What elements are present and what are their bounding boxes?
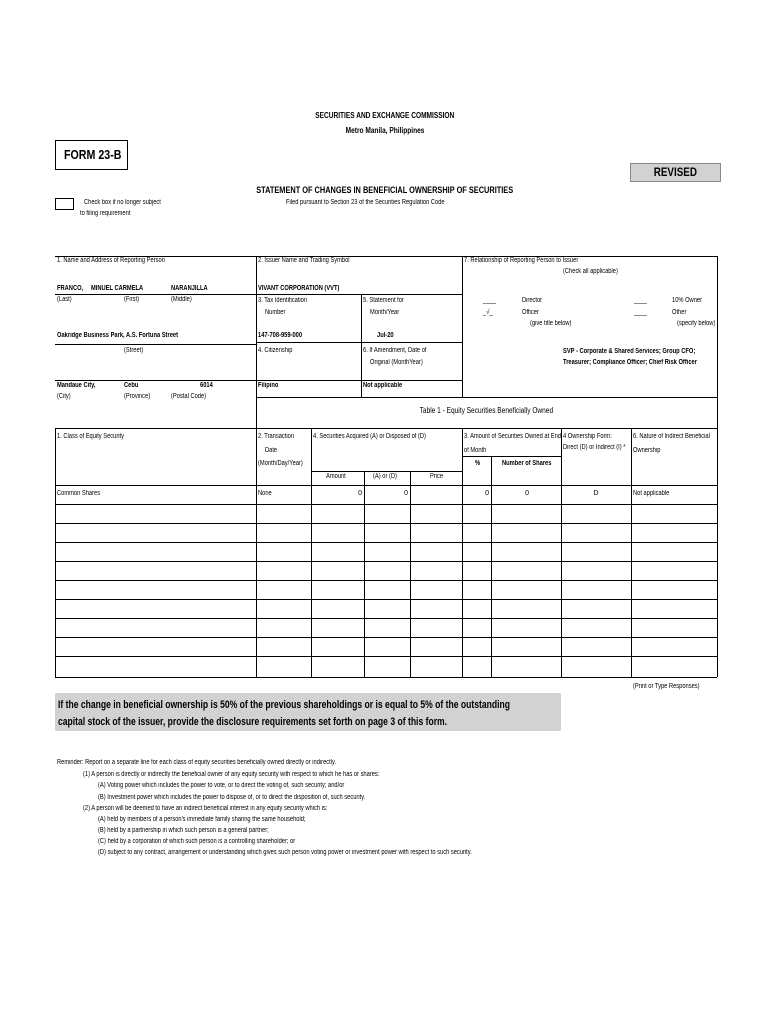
checkbox-label-line1: Check box if no longer subject <box>84 199 161 206</box>
row-date: None <box>258 490 272 497</box>
col-price-header: Price <box>430 473 444 480</box>
reminder-line: (D) subject to any contract, arrangement or understanding which gives such person voting power or investment power with respect to such security. <box>98 849 472 856</box>
officer-title-line1: SVP - Corporate & Shared Services; Group CFO; <box>563 348 696 355</box>
section3-label: 3. Tax Identification <box>258 297 308 304</box>
officer-checkbox[interactable]: _√_ <box>483 309 493 316</box>
reminder-line: (2) A person will be deemed to have an indirect beneficial interest in any equity security which is: <box>83 805 328 812</box>
notice-line1: If the change in beneficial ownership is 50% of the previous shareholdings or is equal to 5% of the outstanding <box>58 699 510 711</box>
middle-label: (Middle) <box>171 296 192 303</box>
other-checkbox[interactable]: ____ <box>634 309 647 316</box>
owner-label: 10% Owner <box>672 297 702 304</box>
director-label: Director <box>522 297 543 304</box>
statement-month: Jul-20 <box>377 332 394 339</box>
officer-note: (give title below) <box>530 320 572 327</box>
row-class: Common Shares <box>57 490 101 497</box>
section5-label-2: Month/Year <box>370 309 400 316</box>
citizenship: Filipino <box>258 382 279 389</box>
section3-label-2: Number <box>265 309 286 316</box>
check-all-applicable: (Check all applicable) <box>563 268 618 275</box>
province: Cebu <box>124 382 139 389</box>
col-date-header-2: Date <box>265 447 278 454</box>
amendment-date: Not applicable <box>363 382 403 389</box>
city: Mandaue City, <box>57 382 96 389</box>
col-class-header: 1. Class of Equity Security <box>57 433 124 440</box>
director-checkbox[interactable]: ____ <box>483 297 496 304</box>
other-label: Other <box>672 309 687 316</box>
col-form-header-2: Direct (D) or Indirect (I) * <box>563 444 626 451</box>
revised-badge: REVISED <box>630 163 721 182</box>
row-ad: 0 <box>404 490 408 497</box>
other-note: (specify below) <box>677 320 716 327</box>
section4-label: 4. Citizenship <box>258 347 293 354</box>
row-amount: 0 <box>358 490 362 497</box>
col-pct-header: % <box>475 460 481 467</box>
filed-pursuant: Filed pursuant to Section 23 of the Securities Regulation Code <box>286 199 445 206</box>
row-nature: Not applicable <box>633 490 670 497</box>
reminder-line: (B) held by a partnership in which such person is a general partner; <box>98 827 269 834</box>
col-date-header-3: (Month/Day/Year) <box>258 460 303 467</box>
col-amount-header: Amount <box>326 473 346 480</box>
middle-name: NARANJILLA <box>171 285 208 292</box>
section1-label: 1. Name and Address of Reporting Person <box>57 257 165 264</box>
table1-title: Table 1 - Equity Securities Beneficially Owned <box>419 406 554 415</box>
col-shares-header: Number of Shares <box>502 460 552 467</box>
street-label: (Street) <box>124 347 144 354</box>
col-nature-header-2: Ownership <box>633 447 661 454</box>
officer-label: Officer <box>522 309 539 316</box>
form-number: FORM 23-B <box>64 147 122 162</box>
owner-checkbox[interactable]: ____ <box>634 297 647 304</box>
tax-id: 147-708-959-000 <box>258 332 303 339</box>
reminder-line: (A) Voting power which includes the power to vote, or to direct the voting of, such security; and/or <box>98 782 345 789</box>
no-longer-subject-checkbox[interactable] <box>55 198 74 210</box>
agency-name: SECURITIES AND EXCHANGE COMMISSION <box>315 111 455 120</box>
col-owned-header: 3. Amount of Securities Owned at End <box>464 433 562 440</box>
row-pct: 0 <box>485 490 489 497</box>
reminder-line: (1) A person is directly or indirectly the beneficial owner of any equity security with respect to which he has or shares: <box>83 771 380 778</box>
row-shares: 0 <box>525 490 529 497</box>
col-owned-header-2: of Month <box>464 447 487 454</box>
disclosure-notice <box>55 693 561 731</box>
section6-label: 6. If Amendment, Date of <box>363 347 427 354</box>
col-acquired-header: 4. Securities Acquired (A) or Disposed of (D) <box>313 433 426 440</box>
street-address: Oakridge Business Park, A.S. Fortuna Street <box>57 332 179 339</box>
print-note: (Print or Type Responses) <box>633 683 700 690</box>
form-number-box <box>55 140 128 170</box>
last-label: (Last) <box>57 296 72 303</box>
issuer-name: VIVANT CORPORATION (VVT) <box>258 285 340 292</box>
reminder-line: (A) held by members of a person's immediate family sharing the same household; <box>98 816 306 823</box>
agency-location: Metro Manila, Philippines <box>345 126 425 135</box>
row-form: D <box>593 490 599 497</box>
last-name: FRANCO, <box>57 285 84 292</box>
col-form-header: 4 Ownership Form: <box>563 433 612 440</box>
section5-label: 5. Statement for <box>363 297 404 304</box>
col-nature-header: 6. Nature of Indirect Beneficial <box>633 433 710 440</box>
notice-line2: capital stock of the issuer, provide the disclosure requirements set forth on page 3 of this form. <box>58 716 448 728</box>
officer-title-line2: Treasurer; Compliance Officer; Chief Risk Officer <box>563 359 697 366</box>
postal-label: (Postal Code) <box>171 393 207 400</box>
col-date-header: 2. Transaction <box>258 433 295 440</box>
reminder-line: (B) Investment power which includes the power to dispose of, or to direct the disposition of, such security. <box>98 794 366 801</box>
reminder-line: (C) held by a corporation of which such person is a controlling shareholder; or <box>98 838 296 845</box>
province-label: (Province) <box>124 393 151 400</box>
first-label: (First) <box>124 296 139 303</box>
section7-label: 7. Relationship of Reporting Person to Issuer <box>464 257 579 264</box>
form-title: STATEMENT OF CHANGES IN BENEFICIAL OWNERSHIP OF SECURITIES <box>256 185 514 195</box>
section2-label: 2. Issuer Name and Trading Symbol <box>258 257 350 264</box>
col-ad-header: (A) or (D) <box>373 473 397 480</box>
section6-label-2: Original (MonthYear) <box>370 359 423 366</box>
postal-code: 6014 <box>200 382 213 389</box>
city-label: (City) <box>57 393 71 400</box>
first-name: MINUEL CARMELA <box>91 285 144 292</box>
checkbox-label-line2: to filing requirement <box>80 210 131 217</box>
reminder-line: Reminder: Report on a separate line for each class of equity securities beneficially owned directly or indirectly. <box>57 759 337 766</box>
